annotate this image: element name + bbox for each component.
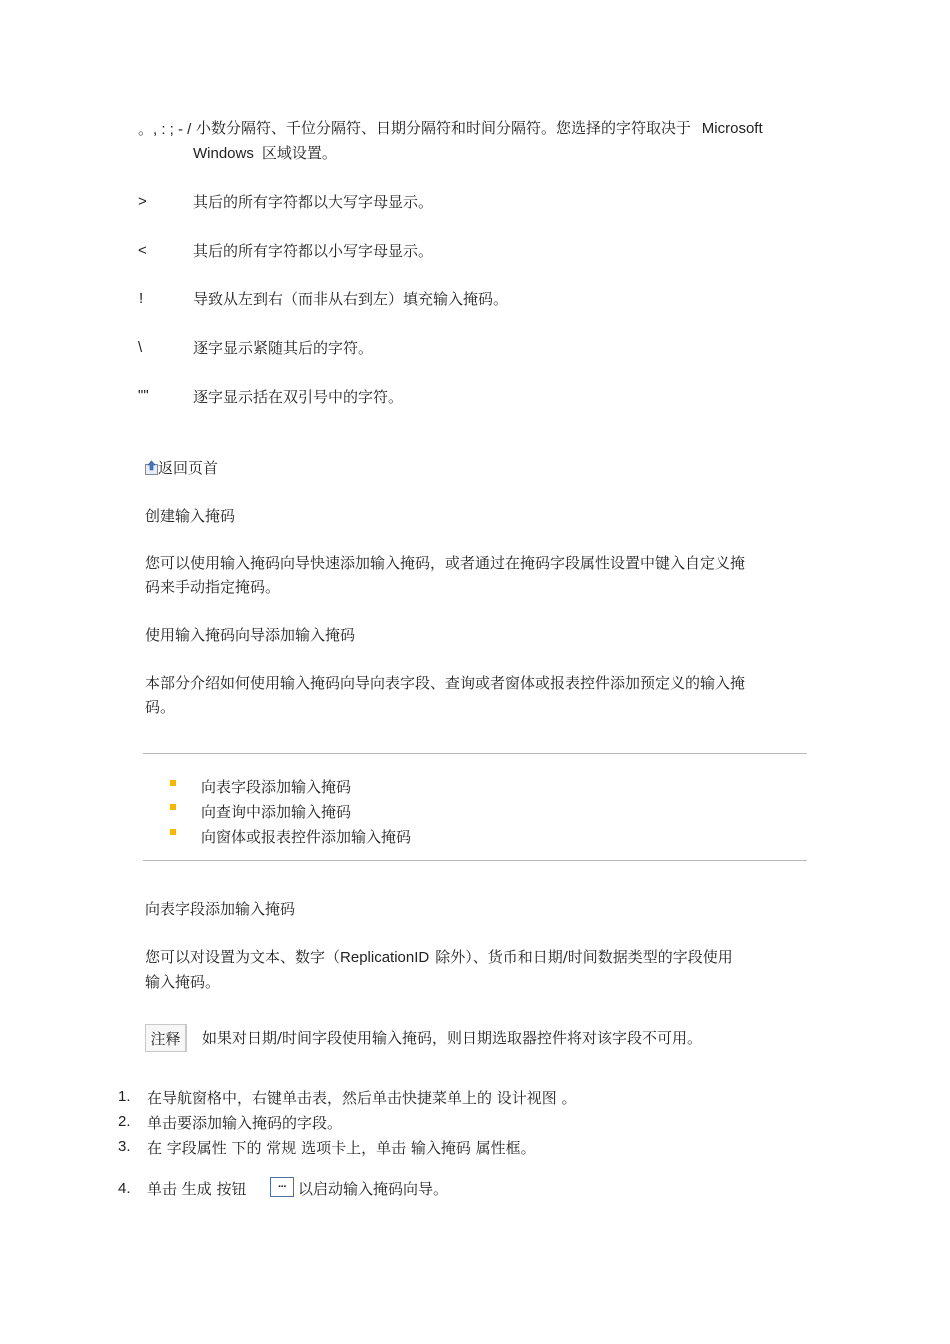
separator-description-line2 <box>193 141 337 166</box>
create-paragraph-line2: 码来手动指定掩码。 <box>145 578 281 596</box>
char-symbol: > <box>138 193 147 210</box>
toc-link[interactable]: 向表字段添加输入掩码 <box>201 778 352 796</box>
toc-top-divider <box>143 753 807 754</box>
wizard-paragraph <box>145 671 810 719</box>
wizard-paragraph-line2: 码。 <box>145 698 176 716</box>
back-to-top-link[interactable] <box>145 457 218 478</box>
subsection-heading: 使用输入掩码向导添加输入掩码 <box>145 626 356 644</box>
table-paragraph-replicationid: ReplicationID <box>340 949 430 966</box>
separator-desc-word: Microsoft <box>701 120 763 137</box>
step-text-continued: 以启动输入掩码向导。 <box>298 1180 449 1198</box>
step-number: 3. <box>118 1138 131 1155</box>
step-text: 单击要添加输入掩码的字段。 <box>147 1114 343 1132</box>
char-symbol: < <box>138 242 147 259</box>
separator-description <box>196 116 826 141</box>
ellipsis-build-icon: ··· <box>278 1181 286 1193</box>
table-paragraph-part: 您可以对设置为文本、数字（ <box>145 948 341 966</box>
step-text: 单击 生成 按钮 <box>147 1180 247 1198</box>
toc-bottom-divider <box>143 860 807 861</box>
step-number: 4. <box>118 1180 131 1197</box>
step-text: 在导航窗格中，右键单击表，然后单击快捷菜单上的 设计视图 。 <box>147 1089 577 1107</box>
section-heading: 向表字段添加输入掩码 <box>145 900 296 918</box>
char-symbol: ! <box>139 290 144 307</box>
build-button[interactable] <box>270 1177 294 1197</box>
separator-windows-word: Windows <box>193 145 254 162</box>
bullet-icon <box>170 829 176 835</box>
back-to-top-label: 返回页首 <box>158 459 219 477</box>
page-up-icon <box>145 460 158 475</box>
create-paragraph <box>145 551 810 599</box>
create-paragraph-line1: 您可以使用输入掩码向导快速添加输入掩码，或者通过在掩码字段属性设置中键入自定义掩 <box>145 554 746 572</box>
toc-link[interactable]: 向窗体或报表控件添加输入掩码 <box>201 828 412 846</box>
char-description: 逐字显示紧随其后的字符。 <box>193 339 374 357</box>
char-description: 其后的所有字符都以小写字母显示。 <box>193 242 434 260</box>
char-symbol: "" <box>138 387 149 404</box>
bullet-icon <box>170 780 176 786</box>
wizard-paragraph-line1: 本部分介绍如何使用输入掩码向导向表字段、查询或者窗体或报表控件添加预定义的输入掩 <box>145 674 746 692</box>
step-text: 在 字段属性 下的 常规 选项卡上，单击 输入掩码 属性框。 <box>147 1139 536 1157</box>
separator-desc-line2: 区域设置。 <box>261 144 337 162</box>
note-label: 注释 <box>145 1024 187 1052</box>
bullet-icon <box>170 804 176 810</box>
char-description: 其后的所有字符都以大写字母显示。 <box>193 193 434 211</box>
step-number: 2. <box>118 1113 131 1130</box>
table-paragraph-line1 <box>145 945 810 970</box>
step-number: 1. <box>118 1088 131 1105</box>
separator-symbols: 。, : ; - / <box>138 121 192 138</box>
table-paragraph <box>145 945 810 994</box>
char-symbol: \ <box>138 339 143 356</box>
note-text: 如果对日期/时间字段使用输入掩码，则日期选取器控件将对该字段不可用。 <box>202 1029 703 1047</box>
section-heading: 创建输入掩码 <box>145 507 236 525</box>
char-description: 导致从左到右（而非从右到左）填充输入掩码。 <box>193 290 509 308</box>
separator-desc-text: 小数分隔符、千位分隔符、日期分隔符和时间分隔符。您选择的字符取决于 <box>196 119 692 137</box>
toc-link[interactable]: 向查询中添加输入掩码 <box>201 803 352 821</box>
table-paragraph-line2: 输入掩码。 <box>145 973 221 991</box>
table-paragraph-part: 除外）、货币和日期/时间数据类型的字段使用 <box>435 948 733 966</box>
char-description: 逐字显示括在双引号中的字符。 <box>193 388 404 406</box>
